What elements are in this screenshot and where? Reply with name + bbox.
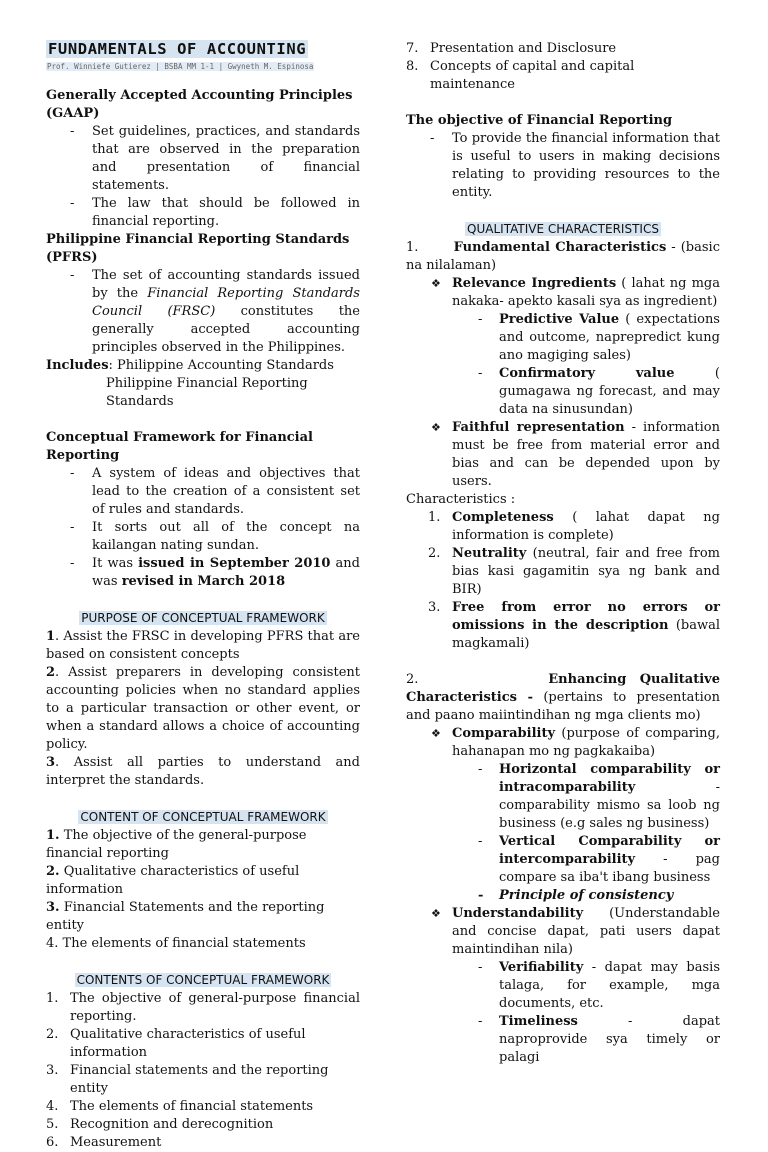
principle-item bbox=[406, 887, 720, 905]
purpose-num-2: 2 bbox=[46, 665, 56, 680]
contents-num-1: 1. bbox=[46, 991, 59, 1006]
contents-item-7 bbox=[406, 40, 720, 58]
pfrs-heading: Philippine Financial Reporting Standards (PFRS) bbox=[46, 232, 350, 265]
content-num-1: 1. bbox=[46, 828, 60, 843]
vertical-text: - pag compare sa iba't ibang business bbox=[499, 852, 720, 885]
contents-num-6: 6. bbox=[46, 1135, 59, 1150]
confirmatory-label: Confirmatory value bbox=[499, 366, 675, 381]
cf-item-3-d: revised in March 2018 bbox=[121, 574, 286, 589]
fundamental-num: 1. bbox=[406, 240, 419, 255]
content-item-3 bbox=[46, 899, 360, 935]
char-num-3: 3. bbox=[428, 600, 441, 615]
comparability-item bbox=[406, 725, 720, 761]
faithful-label: Faithful representation bbox=[452, 420, 625, 435]
content-text-3: Financial Statements and the reporting entity bbox=[46, 900, 325, 933]
cf-item-3-a: It was bbox=[92, 556, 139, 571]
contents-num-2: 2. bbox=[46, 1027, 59, 1042]
purpose-item-2 bbox=[46, 664, 360, 754]
content-item-4 bbox=[46, 935, 360, 953]
comparability-label: Comparability bbox=[452, 726, 556, 741]
contents-item-8 bbox=[406, 58, 720, 94]
qc-heading-row bbox=[406, 220, 720, 239]
timeliness-text: - dapat naproprovide sya timely or palagi bbox=[499, 1014, 720, 1065]
purpose-num-1: 1 bbox=[46, 629, 56, 644]
purpose-item-3 bbox=[46, 754, 360, 790]
qc-heading: QUALITATIVE CHARACTERISTICS bbox=[467, 222, 659, 236]
predictive-label: Predictive Value bbox=[499, 312, 620, 327]
content-text-2: Qualitative characteristics of useful information bbox=[46, 864, 300, 897]
contents-num-3: 3. bbox=[46, 1063, 59, 1078]
char-text-3: (bawal magkamali) bbox=[452, 618, 720, 651]
pfrs-item-text-b: constitutes the generally accepted accounting principles observed in the Philippines. bbox=[92, 304, 360, 355]
contents-item-5 bbox=[46, 1116, 360, 1134]
verifiability-text: - dapat may basis talaga, for example, mga documents, etc. bbox=[499, 960, 720, 1011]
cf-heading: Conceptual Framework for Financial Reporting bbox=[46, 430, 313, 463]
fundamental-characteristics bbox=[406, 239, 720, 275]
content-num-3: 3. bbox=[46, 900, 60, 915]
comparability-text: (purpose of comparing, hahanapan mo ng pagkakaiba) bbox=[452, 726, 720, 759]
objective-item: - To provide the financial information that is useful to users in making decisions relating to providing resources to the entity. bbox=[406, 130, 720, 202]
content-heading: CONTENT OF CONCEPTUAL FRAMEWORK bbox=[80, 810, 326, 824]
cf-item-2: - It sorts out all of the concept na kailangan nating sundan. bbox=[46, 519, 360, 555]
char-label-2: Neutrality bbox=[452, 546, 527, 561]
contents-text-1: The objective of general-purpose financial reporting. bbox=[70, 991, 360, 1024]
char-text-1: ( lahat dapat ng information is complete) bbox=[452, 510, 720, 543]
faithful-item bbox=[406, 419, 720, 491]
contents-item-4 bbox=[46, 1098, 360, 1116]
characteristics-label: Characteristics : bbox=[406, 492, 516, 507]
contents-item-6 bbox=[46, 1134, 360, 1152]
char-item-1 bbox=[406, 509, 720, 545]
purpose-heading-row bbox=[46, 609, 360, 628]
contents-num-4: 4. bbox=[46, 1099, 59, 1114]
enhancing-text: (pertains to presentation and paano maiintindihan ng mga clients mo) bbox=[406, 690, 720, 723]
contents-num-8: 8. bbox=[406, 59, 419, 74]
enhancing-num: 2. bbox=[406, 672, 419, 687]
includes-item-2: Philippine Financial Reporting Standards bbox=[106, 376, 308, 409]
cf-item-1: - A system of ideas and objectives that lead to the creation of a consistent set of rules and standards. bbox=[46, 465, 360, 519]
understandability-text: (Understandable and concise dapat, pati users dapat maintindihan nila) bbox=[452, 906, 720, 957]
faithful-text: - information must be free from material error and bias and can be depended upon by users. bbox=[452, 420, 720, 489]
includes-item-1: : Philippine Accounting Standards bbox=[108, 358, 334, 373]
relevance-label: Relevance Ingredients bbox=[452, 276, 617, 291]
char-num-2: 2. bbox=[428, 546, 441, 561]
predictive-text: ( expectations and outcome, naprepredict kung ano magiging sales) bbox=[499, 312, 720, 363]
horizontal-label: Horizontal comparability or intracomparability bbox=[499, 762, 720, 795]
contents-heading: CONTENTS OF CONCEPTUAL FRAMEWORK bbox=[76, 973, 330, 987]
char-num-1: 1. bbox=[428, 510, 441, 525]
contents-text-4: The elements of financial statements bbox=[70, 1099, 314, 1114]
purpose-text-1: . Assist the FRSC in developing PFRS that are based on consistent concepts bbox=[46, 629, 360, 662]
contents-text-3: Financial statements and the reporting entity bbox=[70, 1063, 329, 1096]
relevance-item bbox=[406, 275, 720, 311]
gaap-heading: Generally Accepted Accounting Principles (GAAP) bbox=[46, 88, 353, 121]
contents-item-2 bbox=[46, 1026, 360, 1062]
char-label-1: Completeness bbox=[452, 510, 554, 525]
verifiability-label: Verifiability bbox=[499, 960, 584, 975]
char-item-3 bbox=[406, 599, 720, 653]
page-subtitle: Prof. Winniefe Gutierez | BSBA MM 1-1 | Gwyneth M. Espinosa bbox=[47, 62, 314, 71]
char-label-3: Free from error no errors or omissions in the description bbox=[452, 600, 720, 633]
content-item-2 bbox=[46, 863, 360, 899]
page-title: FUNDAMENTALS OF ACCOUNTING bbox=[48, 40, 307, 58]
contents-text-8: Concepts of capital and capital maintenance bbox=[430, 59, 635, 92]
cf-item-3 bbox=[46, 555, 360, 591]
timeliness-label: Timeliness bbox=[499, 1014, 578, 1029]
verifiability-item bbox=[406, 959, 720, 1013]
content-num-4: 4 bbox=[46, 936, 55, 951]
objective-heading: The objective of Financial Reporting bbox=[406, 113, 673, 128]
includes-label: Includes bbox=[46, 358, 109, 373]
enhancing-characteristics bbox=[406, 671, 720, 725]
contents-text-7: Presentation and Disclosure bbox=[430, 41, 617, 56]
contents-num-7: 7. bbox=[406, 41, 419, 56]
understandability-label: Understandability bbox=[452, 906, 584, 921]
contents-text-6: Measurement bbox=[70, 1135, 162, 1150]
cf-item-3-c: and was bbox=[92, 556, 360, 589]
fundamental-text: - (basic na nilalaman) bbox=[406, 240, 720, 273]
predictive-item bbox=[406, 311, 720, 365]
purpose-text-2: . Assist preparers in developing consistent accounting policies when no standard applies to a particular transaction or other event, or when a standard allows a choice of accounting policy. bbox=[46, 665, 360, 752]
confirmatory-text: ( gumagawa ng forecast, and may data na sinusundan) bbox=[499, 366, 720, 417]
horizontal-text: - comparability mismo sa loob ng business (e.g sales ng business) bbox=[499, 780, 720, 831]
contents-item-3 bbox=[46, 1062, 360, 1098]
content-item-1 bbox=[46, 827, 360, 863]
purpose-text-3: . Assist all parties to understand and interpret the standards. bbox=[46, 755, 360, 788]
pfrs-item-italic: Financial Reporting Standards Council (FRSC) bbox=[92, 286, 360, 319]
understandability-item bbox=[406, 905, 720, 959]
contents-text-5: Recognition and derecognition bbox=[70, 1117, 274, 1132]
gaap-item-1: - Set guidelines, practices, and standards that are observed in the preparation and presentation of financial statements. bbox=[46, 123, 360, 195]
left-column bbox=[46, 40, 360, 1152]
horizontal-item bbox=[406, 761, 720, 833]
content-text-1: The objective of the general-purpose financial reporting bbox=[46, 828, 307, 861]
content-text-4: . The elements of financial statements bbox=[54, 936, 306, 951]
purpose-item-1 bbox=[46, 628, 360, 664]
fundamental-label: Fundamental Characteristics bbox=[453, 240, 667, 255]
relevance-text: ( lahat ng mga nakaka- apekto kasali sya as ingredient) bbox=[452, 276, 720, 309]
vertical-label: Vertical Comparability or intercomparability bbox=[499, 834, 720, 867]
right-column bbox=[406, 40, 720, 1067]
char-item-2 bbox=[406, 545, 720, 599]
principle-label: Principle of consistency bbox=[499, 888, 674, 903]
purpose-heading: PURPOSE OF CONCEPTUAL FRAMEWORK bbox=[81, 611, 325, 625]
pfrs-item-text-a: The set of accounting standards issued by the bbox=[92, 268, 360, 301]
confirmatory-item bbox=[406, 365, 720, 419]
timeliness-item bbox=[406, 1013, 720, 1067]
contents-item-1 bbox=[46, 990, 360, 1026]
enhancing-label: Enhancing Qualitative Characteristics - bbox=[406, 672, 720, 705]
char-text-2: (neutral, fair and free from bias kasi gagamitin sya ng bank and BIR) bbox=[452, 546, 720, 597]
vertical-item bbox=[406, 833, 720, 887]
contents-heading-row bbox=[46, 971, 360, 990]
contents-text-2: Qualitative characteristics of useful information bbox=[70, 1027, 306, 1060]
content-num-2: 2. bbox=[46, 864, 60, 879]
purpose-num-3: 3 bbox=[46, 755, 56, 770]
gaap-item-2: - The law that should be followed in financial reporting. bbox=[46, 195, 360, 231]
content-heading-row bbox=[46, 808, 360, 827]
contents-num-5: 5. bbox=[46, 1117, 59, 1132]
pfrs-item bbox=[46, 267, 360, 357]
pfrs-includes bbox=[46, 357, 360, 375]
cf-item-3-b: issued in September 2010 bbox=[138, 556, 331, 571]
